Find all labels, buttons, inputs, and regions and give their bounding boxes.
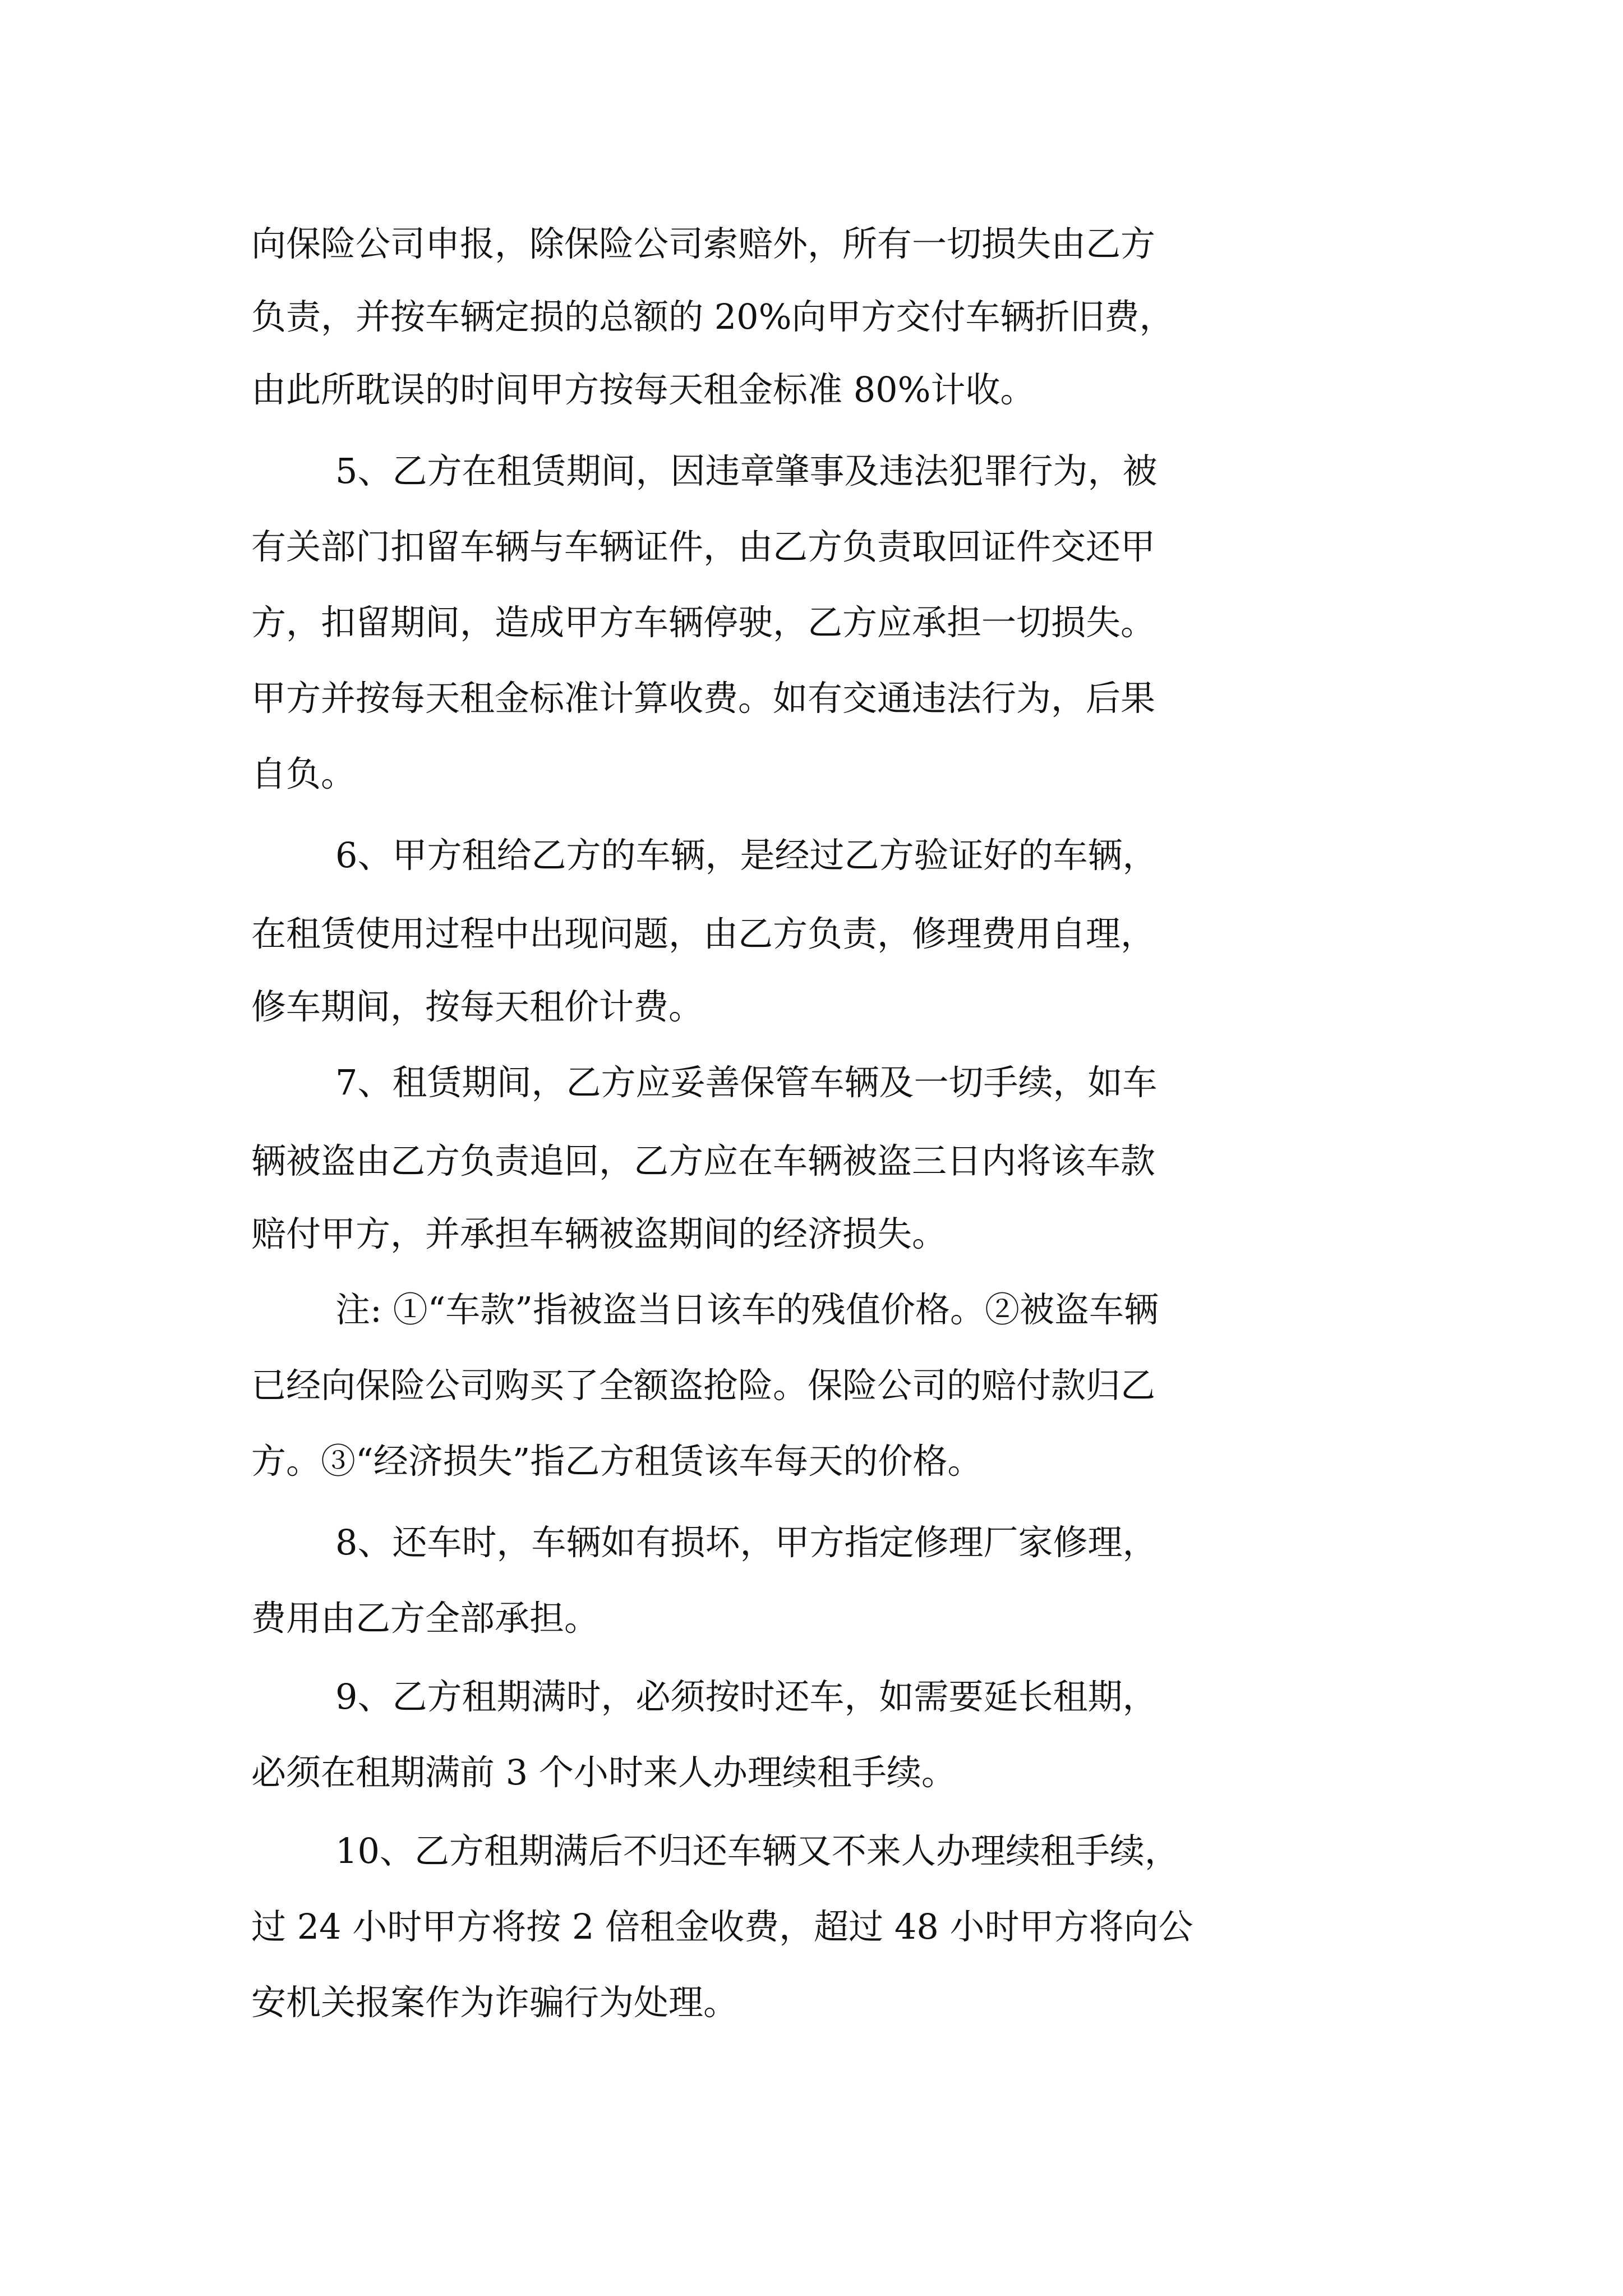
text-line: 注: ①“车款”指被盗当日该车的残值价格。②被盗车辆 <box>335 1289 1159 1330</box>
text-line: 费用由乙方全部承担。 <box>251 1598 600 1639</box>
text-line: 已经向保险公司购买了全额盗抢险。保险公司的赔付款归乙 <box>251 1365 1156 1406</box>
text-line: 由此所耽误的时间甲方按每天租金标准 80%计收。 <box>251 369 1035 410</box>
text-line: 辆被盗由乙方负责追回，乙方应在车辆被盗三日内将该车款 <box>251 1140 1156 1181</box>
text-line: 8、还车时，车辆如有损坏，甲方指定修理厂家修理， <box>335 1522 1158 1563</box>
text-line: 9、乙方租期满时，必须按时还车，如需要延长租期， <box>335 1676 1158 1717</box>
text-line: 过 24 小时甲方将按 2 倍租金收费，超过 48 小时甲方将向公 <box>251 1906 1193 1947</box>
text-line: 自负。 <box>251 753 356 794</box>
text-line: 方。③“经济损失”指乙方租赁该车每天的价格。 <box>251 1441 983 1481</box>
text-line: 修车期间，按每天租价计费。 <box>251 986 704 1027</box>
text-line: 安机关报案作为诈骗行为处理。 <box>251 1982 739 2023</box>
text-line: 甲方并按每天租金标准计算收费。如有交通违法行为，后果 <box>251 678 1156 719</box>
text-line: 方，扣留期间，造成甲方车辆停驶，乙方应承担一切损失。 <box>251 602 1156 643</box>
text-line: 赔付甲方，并承担车辆被盗期间的经济损失。 <box>251 1213 947 1254</box>
text-line: 向保险公司申报，除保险公司索赔外，所有一切损失由乙方 <box>251 223 1156 264</box>
text-line: 负责，并按车辆定损的总额的 20%向甲方交付车辆折旧费， <box>251 296 1174 337</box>
text-line: 在租赁使用过程中出现问题，由乙方负责，修理费用自理， <box>251 913 1156 954</box>
text-line: 6、甲方租给乙方的车辆，是经过乙方验证好的车辆， <box>335 835 1158 876</box>
text-line: 7、租赁期间，乙方应妥善保管车辆及一切手续，如车 <box>335 1062 1158 1103</box>
text-line: 必须在租期满前 3 个小时来人办理续租手续。 <box>251 1752 956 1793</box>
text-line: 10、乙方租期满后不归还车辆又不来人办理续租手续， <box>335 1830 1179 1871</box>
text-line: 5、乙方在租赁期间，因违章肇事及违法犯罪行为，被 <box>335 450 1158 491</box>
text-line: 有关部门扣留车辆与车辆证件，由乙方负责取回证件交还甲 <box>251 526 1156 567</box>
